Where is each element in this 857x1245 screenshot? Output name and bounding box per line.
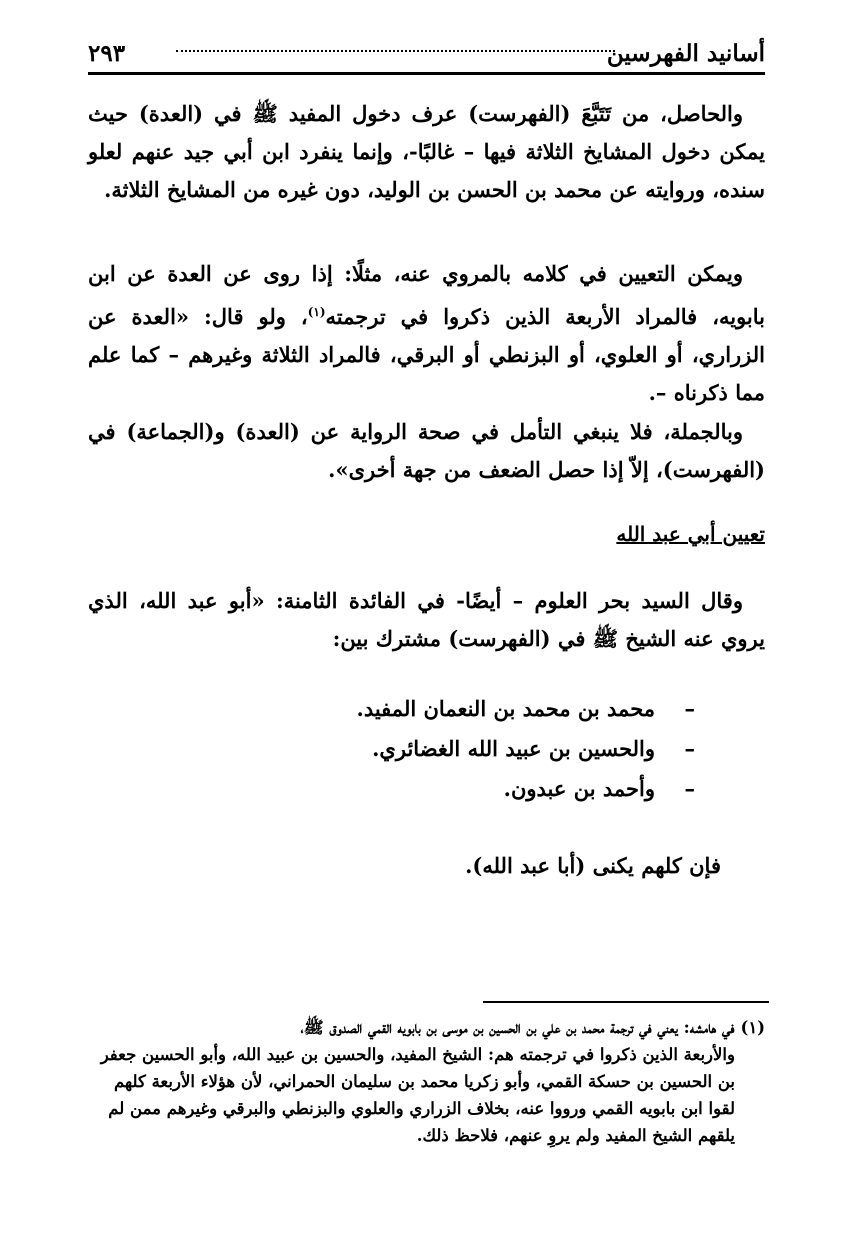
footnote-line: والأربعة الذين ذكروا في ترجمته هم: الشيخ المفيد، والحسين بن عبيد الله، وأبو الحسين جعفر <box>100 1045 735 1064</box>
footnote <box>88 1014 765 1149</box>
paragraph-closing: فإن كلهم يكنى (أبا عبد الله). <box>465 853 721 878</box>
section-heading: تعيين أبي عبد الله <box>616 522 765 546</box>
page-number: ٢٩٣ <box>88 40 126 67</box>
paragraph-identification-text-2: ، ولو قال: «العدة عن الزراري، أو العلوي، أو البزنطي أو البرقي، فالمراد الثلاثة وغيرهم – كما علم مما ذكرناه –. <box>88 304 765 405</box>
paragraph-summary: وبالجملة، فلا ينبغي التأمل في صحة الرواية عن (العدة) و(الجماعة) في (الفهرست)، إلاّ إذا حصل الضعف من جهة أخرى». <box>88 419 765 482</box>
footnote-line: لقوا ابن بابويه القمي ورووا عنه، بخلاف الزراري والعلوي والبزنطي والبرقي وغيرهم ممن لم <box>108 1099 735 1118</box>
paragraph-identification <box>88 255 765 412</box>
list-item: – والحسين بن عبيد الله الغضائري. <box>357 729 695 769</box>
footnote-line: يلقهم الشيخ المفيد ولم يروِ عنهم، فلاحظ ذلك. <box>416 1126 735 1145</box>
paragraph-identification-text-1: ويمكن التعيين في كلامه بالمروي عنه، مثلًا: إذا روى عن العدة عن ابن بابويه، فالمراد الأربعة الذين ذكروا في ترجمته <box>88 261 766 329</box>
footnote-separator <box>483 1001 769 1003</box>
footnote-line: بن الحسين بن حسكة القمي، وأبو زكريا محمد بن سليمان الحمراني، لأن هؤلاء الأربعة كلهم <box>113 1072 735 1091</box>
list-dash: – <box>684 696 695 721</box>
footnote-number: (١) <box>740 1018 765 1037</box>
header-dot-leader <box>176 50 615 52</box>
header-title: أسانيد الفهرسين <box>606 40 765 67</box>
footnote-line: (١)في هامشه: يعني في ترجمة محمد بن علي بن الحسين بن موسى بن بابويه القمي الصدوق ﷺ، <box>300 1018 765 1037</box>
paragraph-quote: وقال السيد بحر العلوم – أيضًا- في الفائدة الثامنة: «أبو عبد الله، الذي يروي عنه الشيخ ﷺ في (الفهرست) مشترك بين: <box>88 588 765 651</box>
list-dash: – <box>684 776 695 801</box>
list-item: – وأحمد بن عبدون. <box>357 769 695 809</box>
names-list <box>357 689 695 809</box>
list-item: – محمد بن محمد بن النعمان المفيد. <box>357 689 695 729</box>
footnote-reference[interactable]: (١) <box>307 305 326 319</box>
paragraph-conclusion: والحاصل، من تَتَبَّعَ (الفهرست) عرف دخول المفيد ﷺ في (العدة) حيث يمكن دخول المشايخ الثلاثة فيها – غالبًا-، وإنما ينفرد ابن أبي جيد عنهم لعلو سنده، وروايته عن محمد بن الحسن بن الوليد، دون غيره من المشايخ الثلاثة. <box>88 101 765 202</box>
running-header <box>88 38 765 75</box>
list-dash: – <box>684 736 695 761</box>
